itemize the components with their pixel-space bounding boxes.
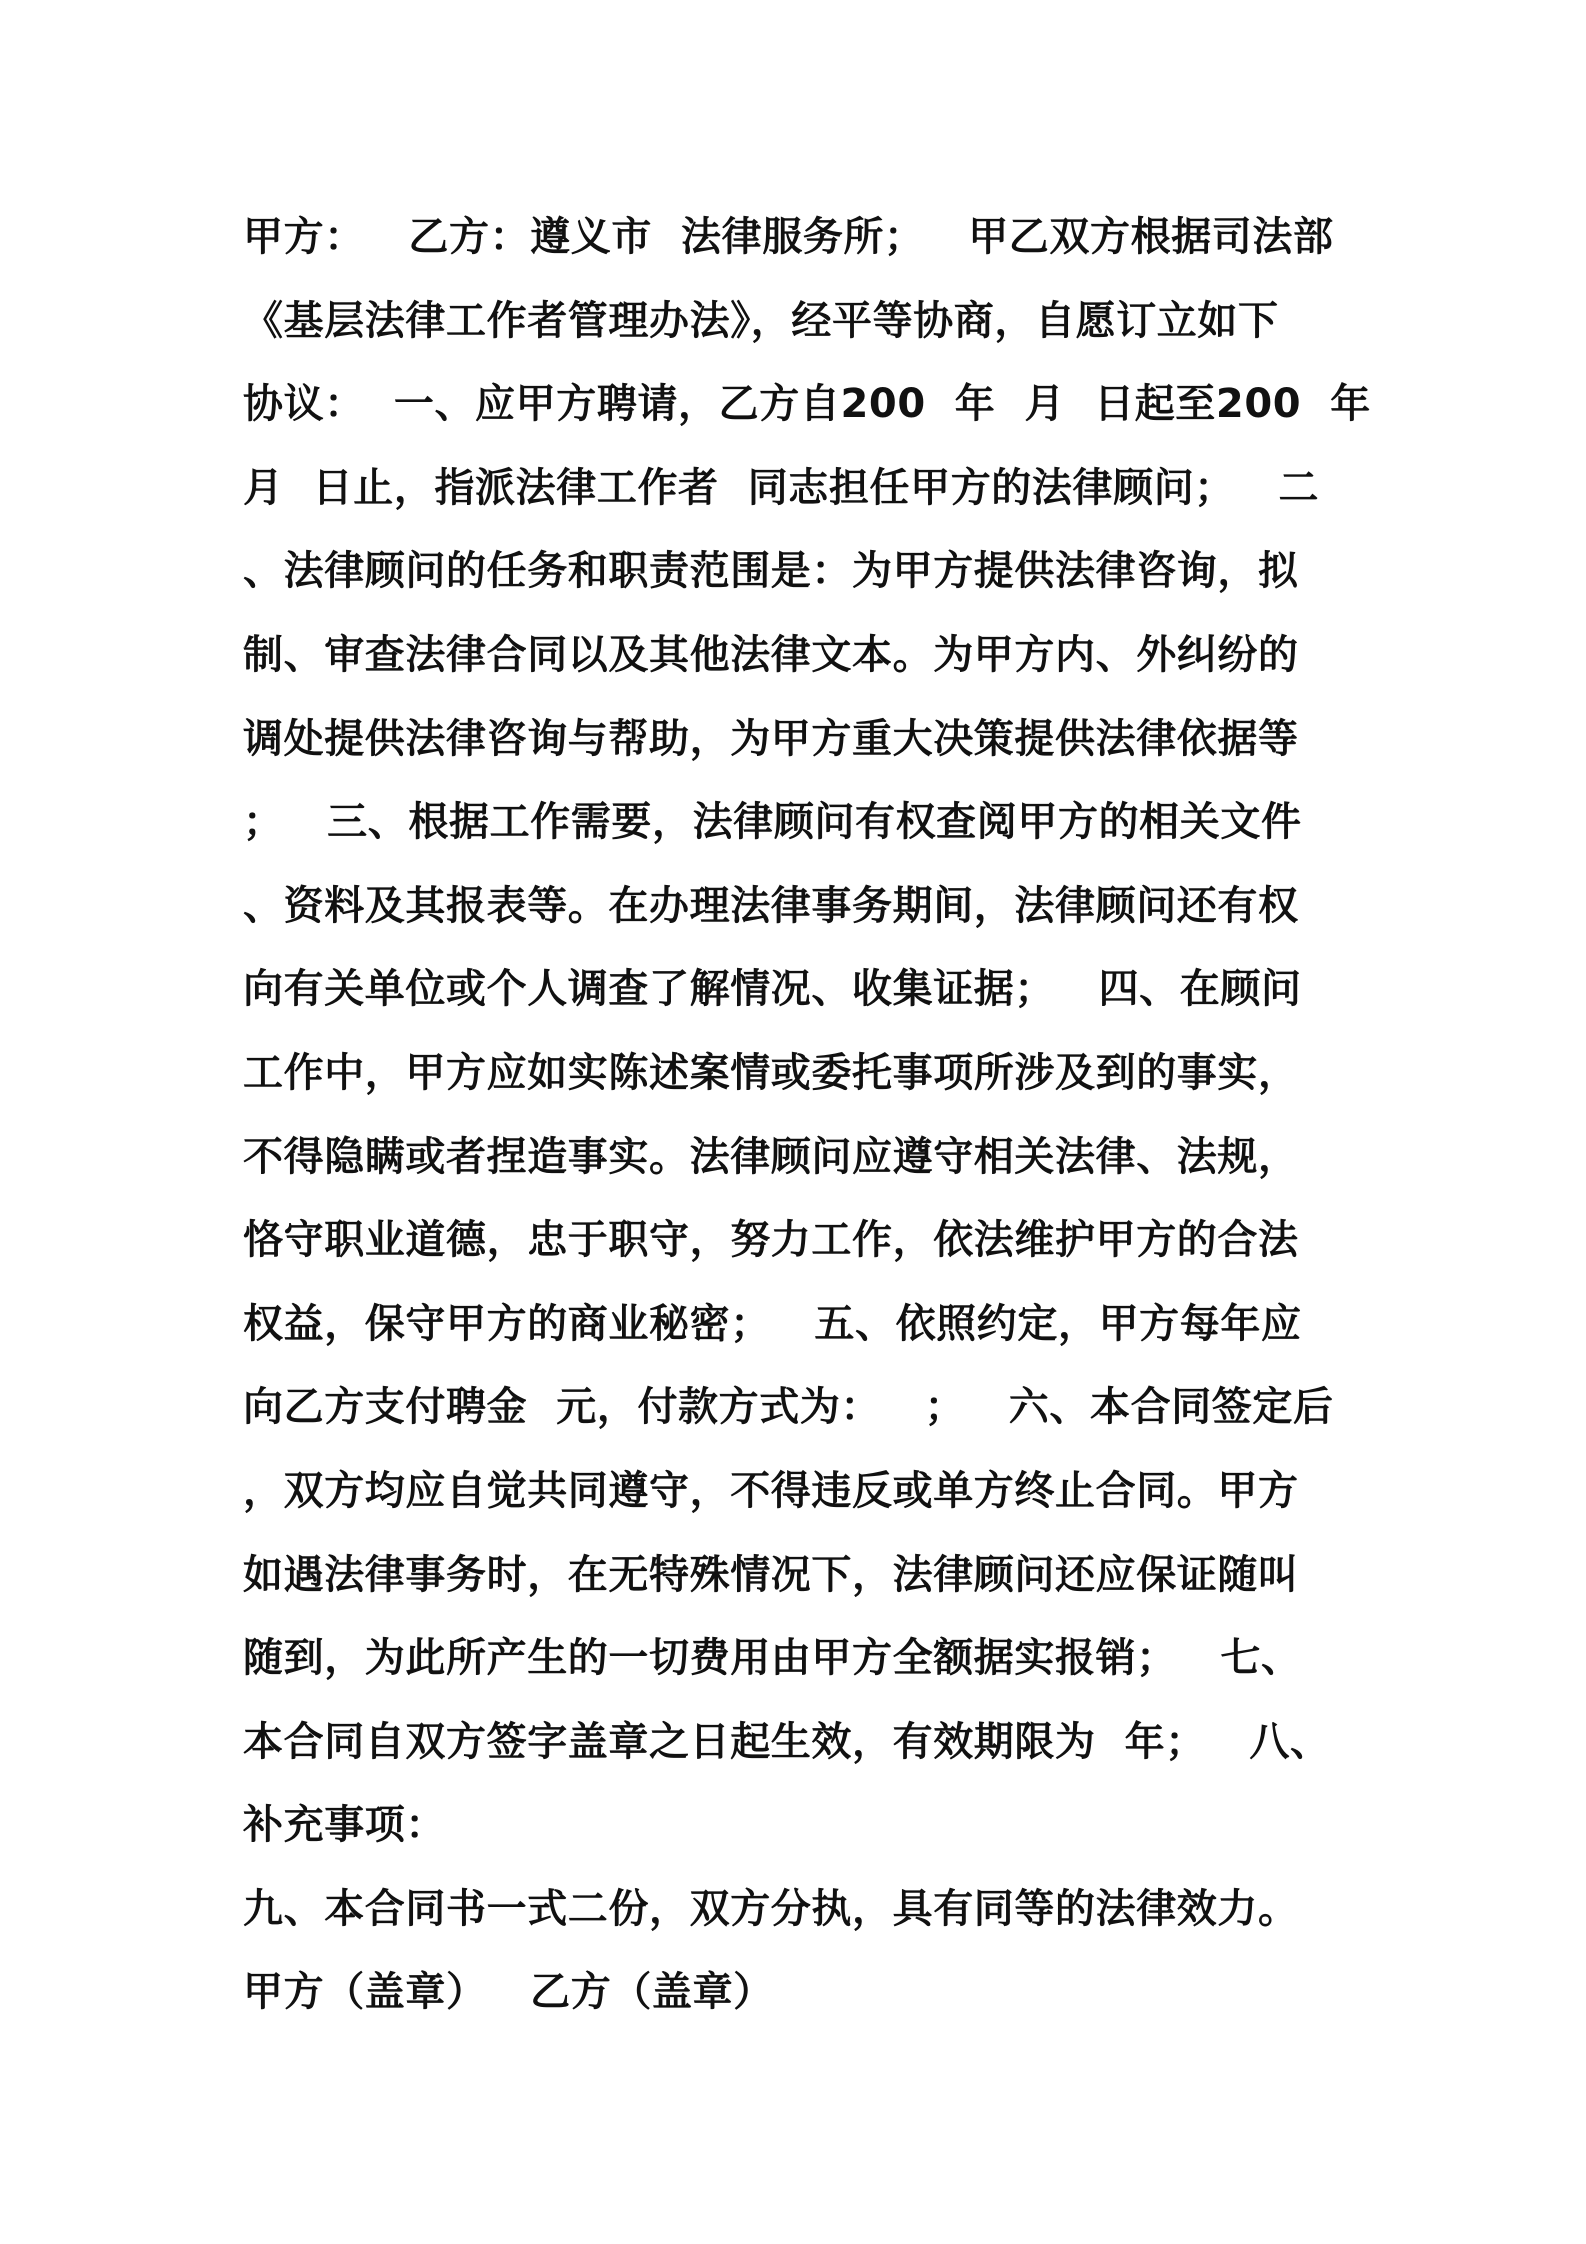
- text-line: 协议： 一、应甲方聘请，乙方自200 年 月 日起至200 年: [243, 381, 1371, 428]
- text-line: ； 三、根据工作需要，法律顾问有权查阅甲方的相关文件: [243, 799, 1302, 846]
- text-line: 制、审查法律合同以及其他法律文本。为甲方内、外纠纷的: [243, 631, 1299, 678]
- text-line: 九、本合同书一式二份，双方分执，具有同等的法律效力。: [243, 1885, 1299, 1932]
- text-line: 甲方： 乙方：遵义市 法律服务所； 甲乙双方根据司法部: [243, 214, 1334, 260]
- text-line: 《基层法律工作者管理办法》，经平等协商，自愿订立如下: [243, 297, 1279, 344]
- text-line: 随到，为此所产生的一切费用由甲方全额据实报销； 七、: [243, 1635, 1302, 1682]
- contract-body: [243, 196, 1371, 2035]
- text-line: 权益，保守甲方的商业秘密； 五、依照约定，甲方每年应: [243, 1300, 1302, 1347]
- text-line: 不得隐瞒或者捏造事实。法律顾问应遵守相关法律、法规，: [243, 1133, 1299, 1180]
- text-line: 、资料及其报表等。在办理法律事务期间，法律顾问还有权: [243, 882, 1299, 929]
- text-line: 补充事项：: [243, 1802, 446, 1849]
- signature-line: 甲方（盖章） 乙方（盖章）: [243, 1969, 774, 2016]
- text-line: 、法律顾问的任务和职责范围是：为甲方提供法律咨询，拟: [243, 548, 1299, 595]
- text-line: 恪守职业道德，忠于职守，努力工作，依法维护甲方的合法: [243, 1217, 1299, 1264]
- text-line: 调处提供法律咨询与帮助，为甲方重大决策提供法律依据等: [243, 715, 1299, 762]
- text-line: 向有关单位或个人调查了解情况、收集证据； 四、在顾问: [243, 966, 1302, 1013]
- text-line: 如遇法律事务时，在无特殊情况下，法律顾问还应保证随叫: [243, 1551, 1299, 1598]
- text-line: 向乙方支付聘金 元，付款方式为： ； 六、本合同签定后: [243, 1384, 1334, 1431]
- text-line: 月 日止，指派法律工作者 同志担任甲方的法律顾问； 二: [243, 464, 1320, 511]
- text-line: 本合同自双方签字盖章之日起生效，有效期限为 年； 八、: [243, 1718, 1331, 1765]
- text-line: 工作中，甲方应如实陈述案情或委托事项所涉及到的事实，: [243, 1049, 1299, 1096]
- text-line: ，双方均应自觉共同遵守，不得违反或单方终止合同。甲方: [243, 1467, 1299, 1514]
